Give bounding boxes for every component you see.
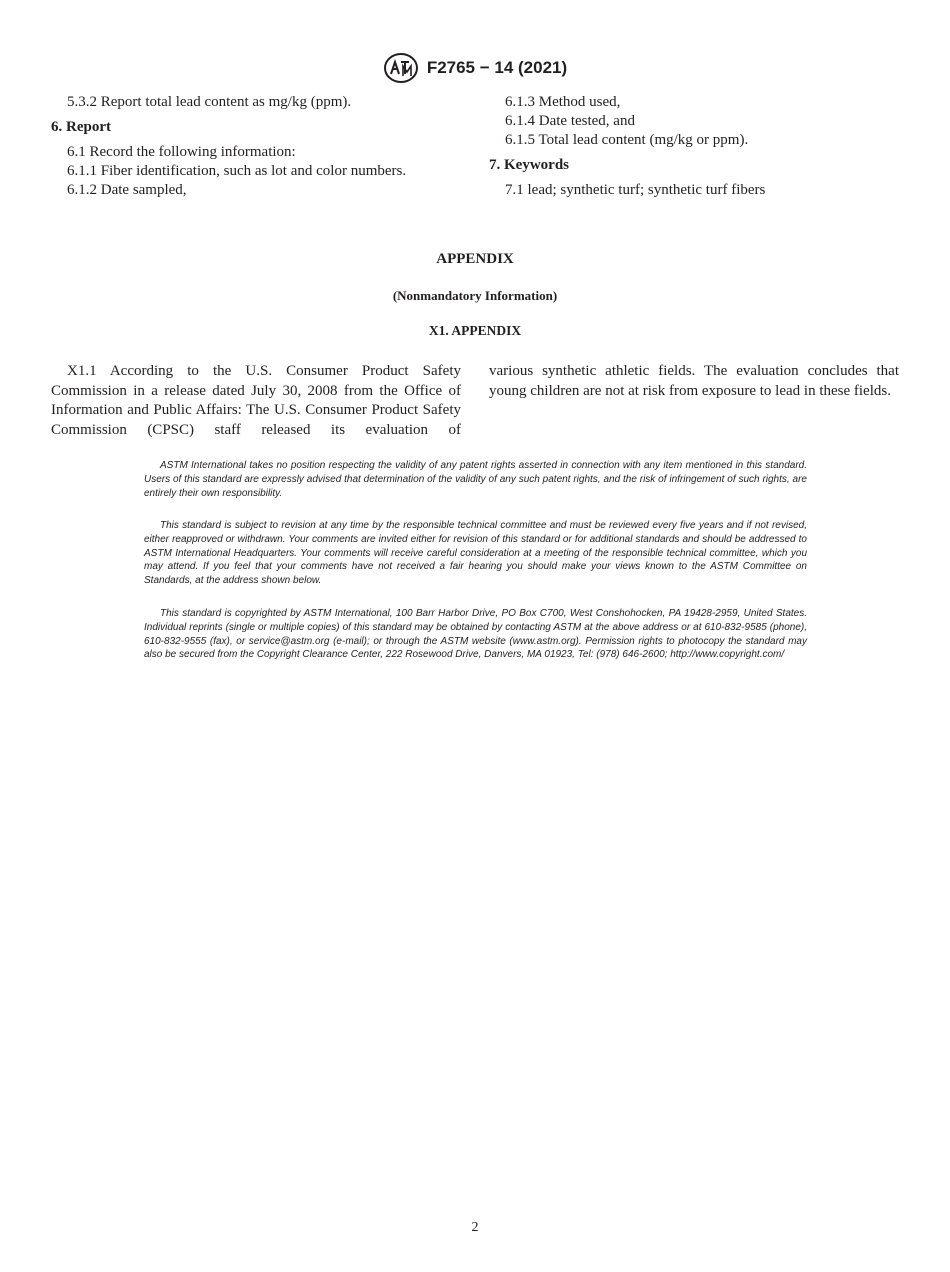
section-7-heading: 7. Keywords	[489, 157, 569, 173]
astm-logo-icon	[383, 52, 419, 84]
appendix-subtitle: (Nonmandatory Information)	[392, 288, 558, 303]
paragraph-5-3-2: 5.3.2 Report total lead content as mg/kg (ppm).	[67, 94, 352, 110]
section-6-heading: 6. Report	[51, 119, 111, 135]
patent-notice: ASTM International takes no position respecting the validity of any patent rights asserted in connection with any item mentioned in this standard. Users of this standard are expressly advised that determination of the validity of any such patent rights, and the risk of infringement of such rights, are entirely their own responsibility.	[144, 460, 807, 499]
paragraph-6-1-3: 6.1.3 Method used,	[505, 94, 621, 110]
right-column	[489, 93, 899, 200]
paragraph-6-1-2: 6.1.2 Date sampled,	[67, 182, 187, 198]
paragraph-6-1-1: 6.1.1 Fiber identification, such as lot and color numbers.	[67, 163, 407, 179]
paragraph-6-1-5: 6.1.5 Total lead content (mg/kg or ppm).	[505, 132, 749, 148]
appendix-x1-title: X1. APPENDIX	[428, 323, 522, 338]
appendix-title: APPENDIX	[436, 251, 514, 267]
left-column	[51, 93, 461, 200]
paragraph-x1-1-right: various synthetic athletic fields. The evaluation concludes that young children are not at risk from exposure to lead in these fields.	[489, 363, 899, 399]
document-designation: F2765 − 14 (2021)	[426, 58, 568, 77]
page-number: 2	[471, 1220, 479, 1235]
revision-notice: This standard is subject to revision at any time by the responsible technical committee and must be reviewed every five years and if not revised, either reapproved or withdrawn. Your comments are invited either for revision of this standard or for additional standards and should be addressed to ASTM International Headquarters. Your comments will receive careful consideration at a meeting of the responsible technical committee, which you may attend. If you feel that your comments have not received a fair hearing you should make your views known to the ASTM Committee on Standards, at the address shown below.	[144, 520, 807, 587]
copyright-notice: This standard is copyrighted by ASTM International, 100 Barr Harbor Drive, PO Box C700, West Conshohocken, PA 19428-2959, United States. Individual reprints (single or multiple copies) of this standard may be obtained by contacting ASTM at the above address or at 610-832-9585 (phone), 610-832-9555 (fax), or service@astm.org (e-mail); or through the ASTM website (www.astm.org). Permission rights to photocopy the standard may also be secured from the Copyright Clearance Center, 222 Rosewood Drive, Danvers, MA 01923, Tel: (978) 646-2600; http://www.copyright.com/	[144, 608, 807, 661]
paragraph-6-1-4: 6.1.4 Date tested, and	[505, 113, 635, 129]
page-header	[0, 52, 950, 84]
paragraph-6-1: 6.1 Record the following information:	[67, 144, 296, 160]
paragraph-7-1: 7.1 lead; synthetic turf; synthetic turf fibers	[505, 182, 766, 198]
paragraph-x1-1-left: X1.1 According to the U.S. Consumer Product Safety Commission in a release dated July 30, 2008 from the Office of Information and Public Affairs: The U.S. Consumer Product Safety Commission (CPSC) staff released its evaluation of	[51, 363, 461, 438]
